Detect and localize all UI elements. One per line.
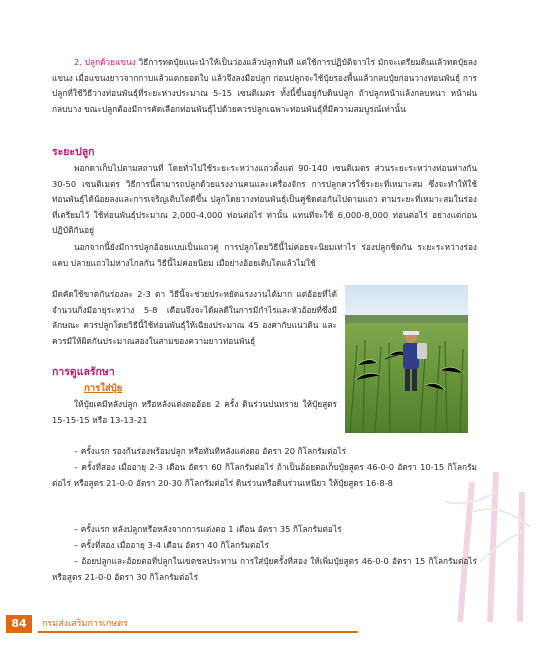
heading-fertilizer: การใส่ปุ๋ย: [84, 383, 123, 394]
page-number: 84: [6, 615, 32, 633]
fertilizer-bullet-2: – ครั้งที่สอง เมื่ออายุ 2-3 เดือน อัตรา 60 กิโลกรัมต่อไร่ ถ้าเป็นอ้อยตอเก็บปุ๋ยสูตร 46-0-0 อัตรา 10-15 กิโลกรัมต่อไร่ หรือสูตร 21-0-0 อัตรา 20-30 กิโลกรัมต่อไร่ ดินร่วนหรือดินร่วนเหนียว ให้ปุ๋ยสูตร 16-8-8: [52, 462, 477, 488]
fertilizer-bullet-5: – อ้อยปลูกและอ้อยตอที่ปลูกในเขตชลประทาน การใส่ปุ๋ยครั้งที่สอง ให้เพิ่มปุ๋ยสูตร 46-0-0 อัตรา 15 กิโลกรัมต่อไร่ หรือสูตร 21-0-0 อัตรา 30 กิโลกรัมต่อไร่: [52, 556, 477, 582]
spacing-paragraph-2-wrap: มีดคัดใช้ขาดกันร่องละ 2-3 ตา วิธีนี้จะช่วยประหยัดแรงงานได้มาก แต่อ้อยที่ได้จำนวนกิ่งมีอายุระหว่าง 5-8 เดือนจึงจะได้ผลดีในการมีกำไรและหัวอ้อยที่ซึ่งมีลักษณะ ควรปลูกโดยวิธีนี้ใช้ท่อนพันธุ์ให้เฉียงประมาณ 45 องศากับแนวดิน และควรมีให้ผิดกันประมาณสองในสามของความยาวท่อนพันธุ์: [52, 289, 337, 346]
footer-rule: [38, 631, 358, 633]
spacing-paragraph-1: พอกดาเก็บไปตามสถานที่ โดยทั่วไปใช้ระยะระหว่างแถวตั้งแต่ 90-140 เซนติเมตร ส่วนระยะระหว่างท่อนห่างกัน 30-50 เซนติเมตร วิธีการนี้สามารถปลูกด้วยแรงงานคนและเครื่องจักร การปลูกควรใช้ระยะที่เหมาะสม ซึ่งจะทำให้ใช้ท่อนพันธุ์ได้น้อยลงและการเจริญเติบโตดีขึ้น ปลูกโดยวางท่อนพันธุ์เป็นคู่ชิดต่อกันไปตามแถว ตามระยะที่เหมาะสมในร่องที่เตรียมไว้ ใช้ท่อนพันธุ์ประมาณ 2,000-4,000 ท่อนต่อไร่ ท่านั้น แทนที่จะใช้ 6,000-8,000 ท่อนต่อไร่ อย่างแต่ก่อนปฏิบัติกันอยู่: [52, 163, 477, 236]
heading-spacing: ระยะปลูก: [52, 146, 95, 158]
fertilizer-intro: ให้ปุ๋ยเคมีหลังปลูก หรือหลังแต่งตออ้อย 2 ครั้ง ดินร่วนปนทราย ให้ปุ๋ยสูตร 15-15-15 หรือ 13-13-21: [52, 399, 337, 425]
section2-paragraph: [52, 55, 477, 117]
heading-care: การดูแลรักษา: [52, 366, 115, 378]
section2-body: วิธีการทดปุ๋ยแนะนำให้เป็นว่องแล้วปลูกทันที แต่ใช้การปฏิบัติจาวไร่ มักจะเตรียมดินแล้วทดปุ๋ยลงแขนง เมื่อแขนงยาวจากกาบแล้วแตกยอดใบ แล้วจึงลงมือปลูก ก่อนปลูกจะใช้ปุ๋ยรองพื้นแล้วกลบปุ๋ยก่อนวางท่อนพันธุ์ การปลูกที่ใช้วิธีวางท่อนพันธุ์ที่ระยะห่างประมาณ 5-15 เซนติเมตร ทั้งนี้ขึ้นอยู่กับดินปลูก ถ้าปลูกหน้าแล้งกลบหนา หน้าฝนกลบบาง ขณะปลูกต้องมีการคัดเลือกท่อนพันธุ์ไปด้วยควรปลูกเฉพาะท่อนพันธุ์ที่มีความสมบูรณ์เท่านั้น: [52, 57, 477, 114]
footer-department: กรมส่งเสริมการเกษตร: [42, 619, 128, 629]
section2-lead: 2. ปลูกด้วยแขนง: [74, 57, 136, 67]
fertilizer-bullet-3: – ครั้งแรก หลังปลูกหรือหลังจากการแต่งตอ 1 เดือน อัตรา 35 กิโลกรัมต่อไร่: [74, 524, 342, 534]
fertilizer-bullet-4: – ครั้งที่สอง เมื่ออายุ 3-4 เดือน อัตรา 40 กิโลกรัมต่อไร่: [74, 540, 270, 550]
fertilizer-bullet-1: – ครั้งแรก รองก้นร่องพร้อมปลูก หรือทันทีหลังแต่งตอ อัตรา 20 กิโลกรัมต่อไร่: [74, 446, 347, 456]
spacing-paragraph-2: นอกจากนี้ยังมีการปลูกอ้อยแบบเป็นแถวคู่ การปลูกโดยวิธีนี้ไม่ค่อยจะนิยมเท่าไร ร่องปลูกชิดกัน ระยะระหว่างร่องแคบ ปลายแถวไม่ห่างไกลกัน วิธีนี้ไม่ค่อยนิยม เมื่อย่างอ้อยเติบโตแล้วไม่ใช้: [52, 242, 477, 268]
sugarcane-field-photo: [345, 285, 468, 433]
